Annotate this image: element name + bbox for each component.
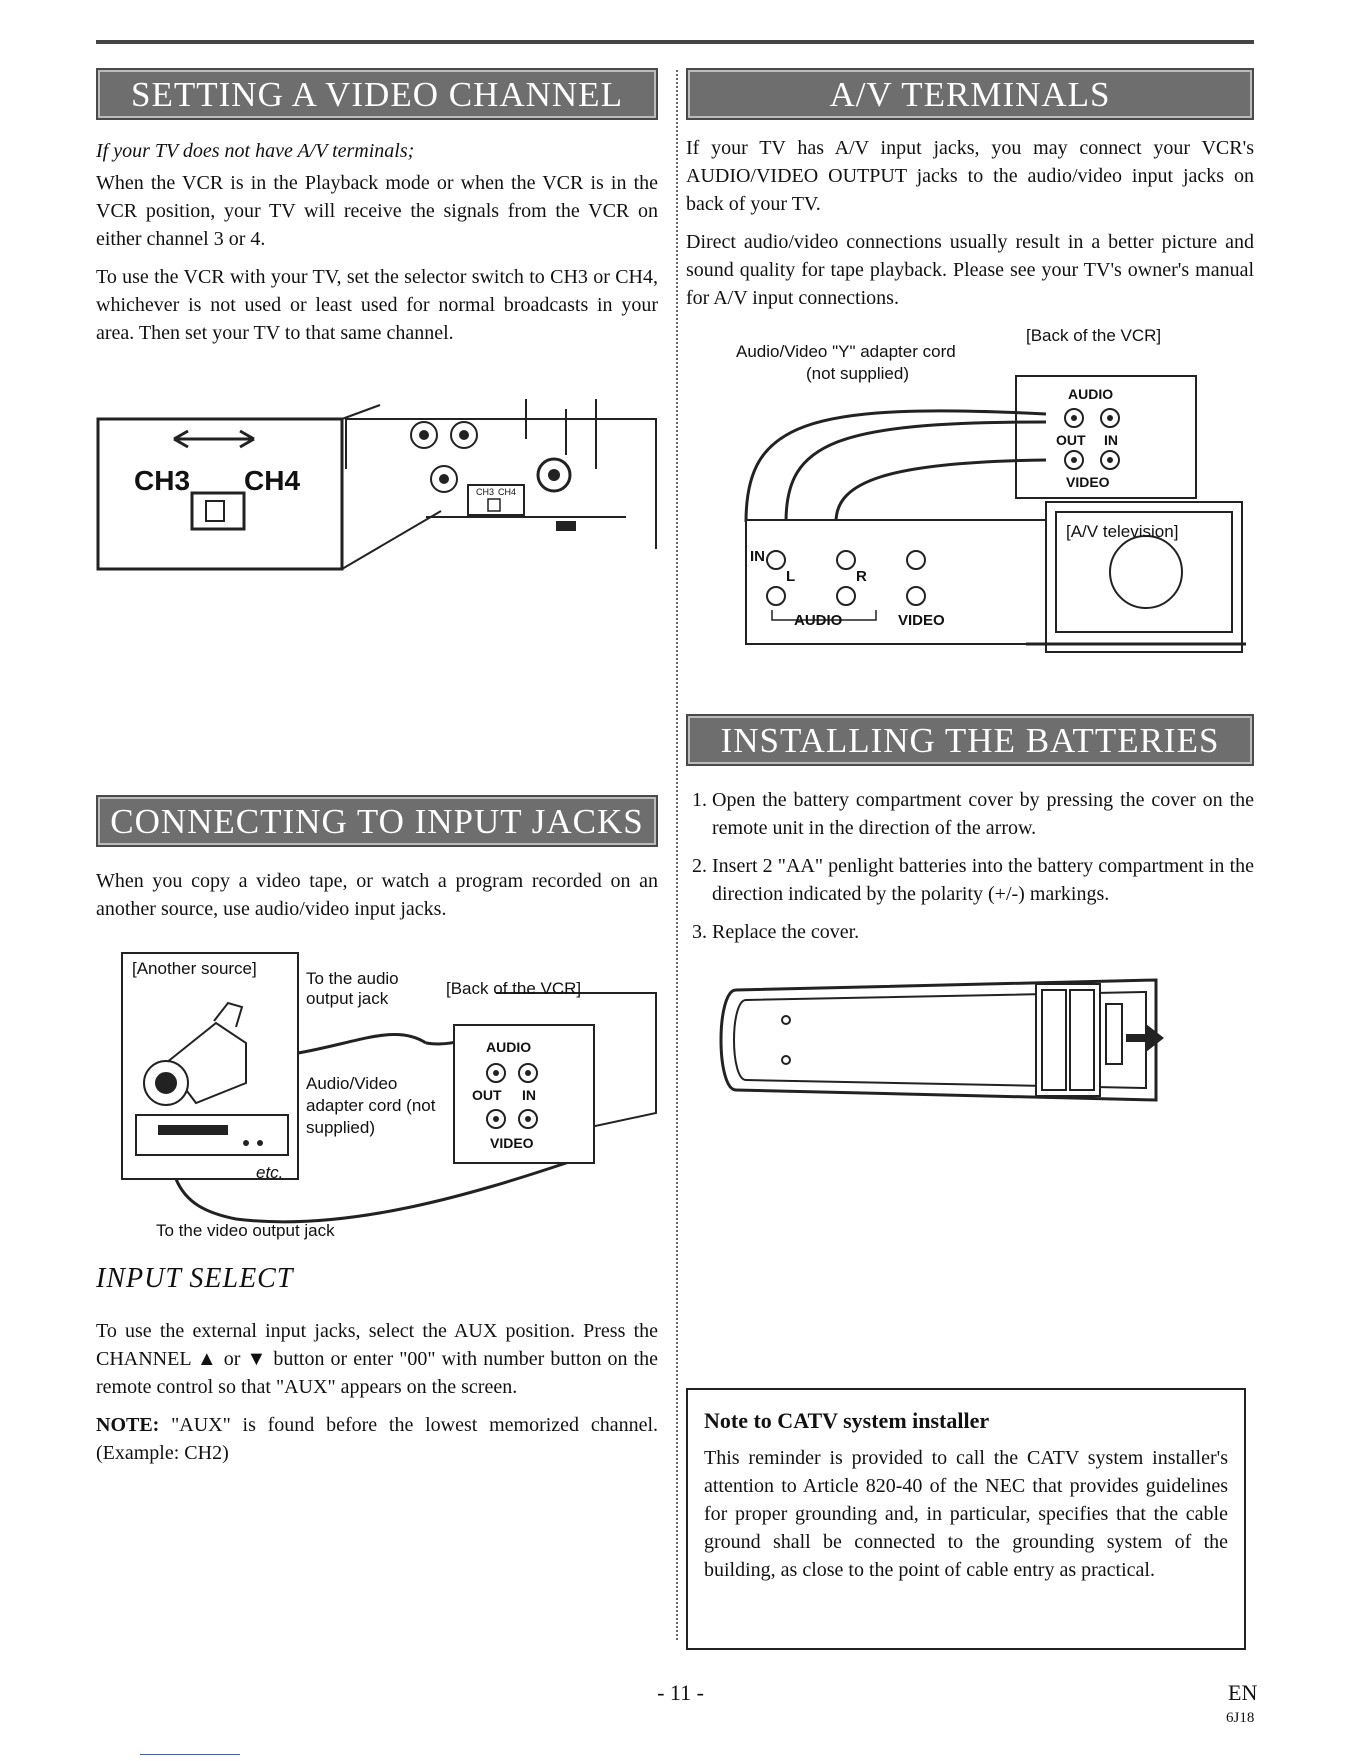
av-not-supplied-label: (not supplied) xyxy=(806,364,910,383)
catv-note-box xyxy=(686,1388,1246,1650)
av-terminals-heading: A/V TERMINALS xyxy=(686,68,1254,120)
av-back-of-vcr-label: [Back of the VCR] xyxy=(1026,326,1162,345)
note-label: NOTE: xyxy=(96,1414,160,1436)
channel-switch-drawing xyxy=(96,399,658,619)
to-video-output-label: To the video output jack xyxy=(156,1221,335,1240)
input-select-note xyxy=(96,1411,658,1467)
installing-batteries-heading: INSTALLING THE BATTERIES xyxy=(686,714,1254,766)
tv-video-label: VIDEO xyxy=(898,612,945,629)
vcr-audio-jack-label: AUDIO xyxy=(486,1039,532,1055)
column-divider xyxy=(676,70,680,1640)
another-source-label: [Another source] xyxy=(132,959,257,978)
top-rule xyxy=(96,40,1254,44)
right-column xyxy=(686,68,1254,1110)
battery-step-1: 1. Open the battery compartment cover by pressing the cover on the remote unit in the direction of the arrow. xyxy=(712,786,1254,842)
av-connection-drawing xyxy=(686,342,1254,662)
av-vcr-in-label: IN xyxy=(1104,432,1118,448)
another-source-figure xyxy=(96,933,658,1253)
video-channel-para-1: When the VCR is in the Playback mode or when the VCR is in the VCR position, your TV will receive the signals from the VCR on either channel 3 or 4. xyxy=(96,172,658,250)
note-text: "AUX" is found before the lowest memorized channel. (Example: CH2) xyxy=(96,1414,658,1464)
tv-audio-label: AUDIO xyxy=(794,612,843,629)
av-cord-label: Audio/Video adapter cord (not supplied) xyxy=(306,1074,436,1137)
condition-text: If your TV does not have A/V terminals; xyxy=(96,140,415,162)
ch3-label: CH3 xyxy=(134,465,191,496)
back-of-vcr-label: [Back of the VCR] xyxy=(446,979,582,998)
tv-l-label: L xyxy=(786,568,796,585)
to-audio-output-label: To the audio output jack xyxy=(306,969,399,1008)
vcr-out-label: OUT xyxy=(472,1087,502,1103)
document-code: 6J18 xyxy=(1226,1710,1255,1726)
battery-drawing xyxy=(686,970,1254,1110)
av-terminals-para-1: If your TV has A/V input jacks, you may connect your VCR's AUDIO/VIDEO OUTPUT jacks to the audio/video input jacks on back of your TV. xyxy=(686,137,1254,215)
av-vcr-audio-label: AUDIO xyxy=(1068,386,1114,402)
input-select-para: To use the external input jacks, select the AUX position. Press the CHANNEL ▲ or ▼ button or enter "00" with number button on the remote control so that "AUX" appears on the screen. xyxy=(96,1320,658,1398)
battery-step-2: 2. Insert 2 "AA" penlight batteries into the battery compartment in the direction indicated by the polarity (+/-) markings. xyxy=(712,852,1254,908)
av-terminals-para-2: Direct audio/video connections usually result in a better picture and sound quality for tape playback. Please see your TV's owner's manual for A/V input connections. xyxy=(686,231,1254,309)
catv-note-text: This reminder is provided to call the CATV system installer's attention to Article 820-40 of the NEC that provides guidelines for proper grounding and, in particular, specifies that the cable ground shall be connected to the grounding system of the building, as close to the point of cable entry as practical. xyxy=(704,1447,1228,1581)
battery-step-3: 3. Replace the cover. xyxy=(712,918,1254,946)
small-ch4-label: CH4 xyxy=(498,487,517,497)
input-jacks-para: When you copy a video tape, or watch a program recorded on an another source, use audio/video input jacks. xyxy=(96,870,658,920)
etc-label: etc. xyxy=(256,1163,284,1182)
small-ch3-label: CH3 xyxy=(476,487,495,497)
av-vcr-video-label: VIDEO xyxy=(1066,474,1110,490)
vcr-in-label: IN xyxy=(522,1087,536,1103)
channel-switch-figure xyxy=(96,399,658,619)
av-connection-figure xyxy=(686,326,1254,662)
input-select-heading: INPUT SELECT xyxy=(96,1263,294,1294)
battery-steps xyxy=(686,786,1254,946)
av-television-label: [A/V television] xyxy=(1066,522,1179,541)
battery-figure xyxy=(686,970,1254,1110)
ch4-label: CH4 xyxy=(244,465,301,496)
page-number: - 11 - xyxy=(657,1680,704,1705)
connecting-input-jacks-heading: CONNECTING TO INPUT JACKS xyxy=(96,795,658,847)
tv-in-label: IN xyxy=(750,548,765,565)
vcr-video-jack-label: VIDEO xyxy=(490,1135,534,1151)
tv-r-label: R xyxy=(856,568,867,585)
bottom-mark xyxy=(140,1754,240,1755)
av-adapter-cord-label: Audio/Video "Y" adapter cord xyxy=(736,342,956,361)
video-channel-para-2: To use the VCR with your TV, set the selector switch to CH3 or CH4, whichever is not used or least used for normal broadcasts in your area. Then set your TV to that same channel. xyxy=(96,266,658,344)
setting-video-channel-heading: SETTING A VIDEO CHANNEL xyxy=(96,68,658,120)
left-column xyxy=(96,68,658,1477)
av-vcr-out-label: OUT xyxy=(1056,432,1086,448)
language-code: EN xyxy=(1228,1680,1258,1705)
catv-note-title: Note to CATV system installer xyxy=(704,1408,990,1433)
